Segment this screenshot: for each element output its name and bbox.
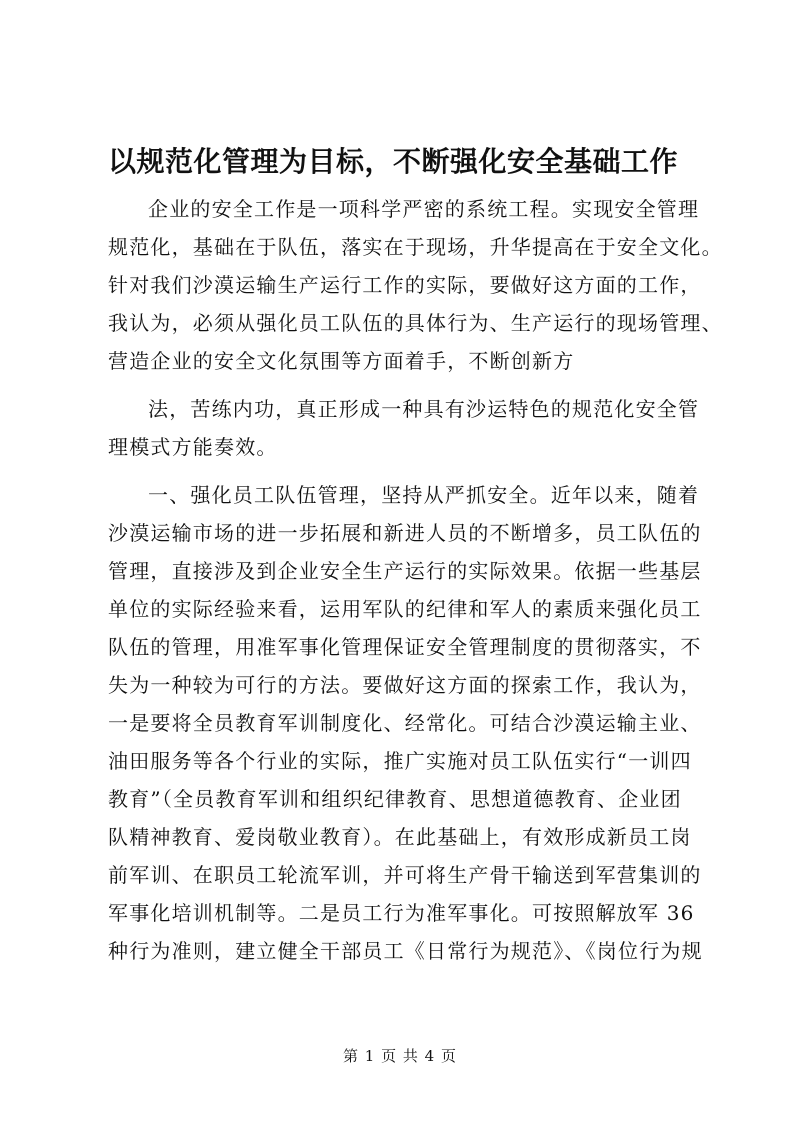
body-line: 一、强化员工队伍管理，坚持从严抓安全。近年以来，随着 — [148, 483, 700, 507]
body-line: 一是要将全员教育军训制度化、经常化。可结合沙漠运输主业、 — [108, 711, 702, 735]
body-line: 种行为准则，建立健全干部员工《日常行为规范》、《岗位行为规 — [108, 939, 703, 963]
body-line: 失为一种较为可行的方法。要做好这方面的探索工作，我认为， — [108, 673, 702, 697]
body-line: 队伍的管理，用准军事化管理保证安全管理制度的贯彻落实，不 — [108, 635, 702, 659]
body-line: 沙漠运输市场的进一步拓展和新进人员的不断增多，员工队伍的 — [108, 521, 702, 545]
page-footer: 第 1 页 共 4 页 — [343, 1047, 457, 1065]
body-line: 管理，直接涉及到企业安全生产运行的实际效果。依据一些基层 — [108, 559, 702, 583]
body-line: 规范化，基础在于队伍，落实在于现场，升华提高在于安全文化。 — [108, 235, 723, 259]
body-line: 营造企业的安全文化氛围等方面着手，不断创新方 — [108, 349, 575, 373]
body-line: 理模式方能奏效。 — [108, 435, 278, 459]
document-title: 以规范化管理为目标，不断强化安全基础工作 — [108, 145, 679, 178]
body-line: 油田服务等各个行业的实际，推广实施对员工队伍实行“一训四 — [108, 749, 692, 773]
body-line: 针对我们沙漠运输生产运行工作的实际，要做好这方面的工作， — [108, 273, 702, 297]
body-line: 我认为，必须从强化员工队伍的具体行为、生产运行的现场管理、 — [108, 311, 723, 335]
body-line: 企业的安全工作是一项科学严密的系统工程。实现安全管理 — [148, 197, 700, 221]
body-line: 单位的实际经验来看，运用军队的纪律和军人的素质来强化员工 — [108, 597, 702, 621]
body-line: 军事化培训机制等。二是员工行为准军事化。可按照解放军 36 — [108, 901, 695, 925]
body-line: 队精神教育、爱岗敬业教育）。在此基础上，有效形成新员工岗 — [108, 825, 692, 849]
body-line: 法，苦练内功，真正形成一种具有沙运特色的规范化安全管 — [148, 397, 700, 421]
body-line: 教育”（全员教育军训和组织纪律教育、思想道德教育、企业团 — [108, 787, 682, 811]
body-line: 前军训、在职员工轮流军训，并可将生产骨干输送到军营集训的 — [108, 863, 702, 887]
